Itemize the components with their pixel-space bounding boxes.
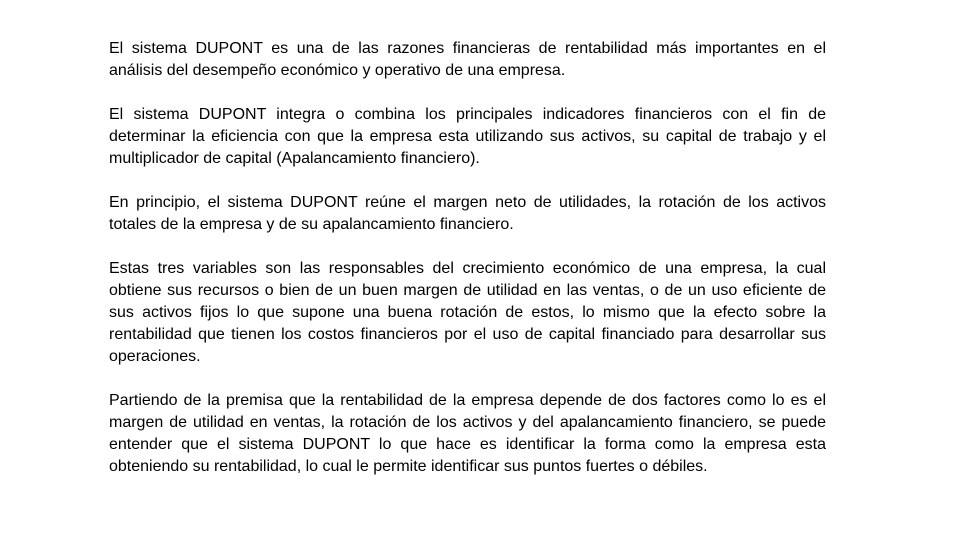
paragraph-3: En principio, el sistema DUPONT reúne el margen neto de utilidades, la rotación de los activos totales de la empresa y de su apalancamiento financiero. <box>109 194 826 233</box>
paragraph-1: El sistema DUPONT es una de las razones financieras de rentabilidad más importantes en el análisis del desempeño económico y operativo de una empresa. <box>109 40 826 79</box>
body-text <box>109 38 826 478</box>
paragraph-2: El sistema DUPONT integra o combina los principales indicadores financieros con el fin de determinar la eficiencia con que la empresa esta utilizando sus activos, su capital de trabajo y el multiplicador de capital (Apalancamiento financiero). <box>109 106 826 167</box>
paragraph-4: Estas tres variables son las responsables del crecimiento económico de una empresa, la cual obtiene sus recursos o bien de un buen margen de utilidad en las ventas, o de un uso eficiente de sus activos fijos lo que supone una buena rotación de estos, lo mismo que la efecto sobre la rentabilidad que tienen los costos financieros por el uso de capital financiado para desarrollar sus operaciones. <box>109 260 826 365</box>
paragraph-5: Partiendo de la premisa que la rentabilidad de la empresa depende de dos factores como lo es el margen de utilidad en ventas, la rotación de los activos y del apalancamiento financiero, se puede entender que el sistema DUPONT lo que hace es identificar la forma como la empresa esta obteniendo su rentabilidad, lo cual le permite identificar sus puntos fuertes o débiles. <box>109 392 826 475</box>
